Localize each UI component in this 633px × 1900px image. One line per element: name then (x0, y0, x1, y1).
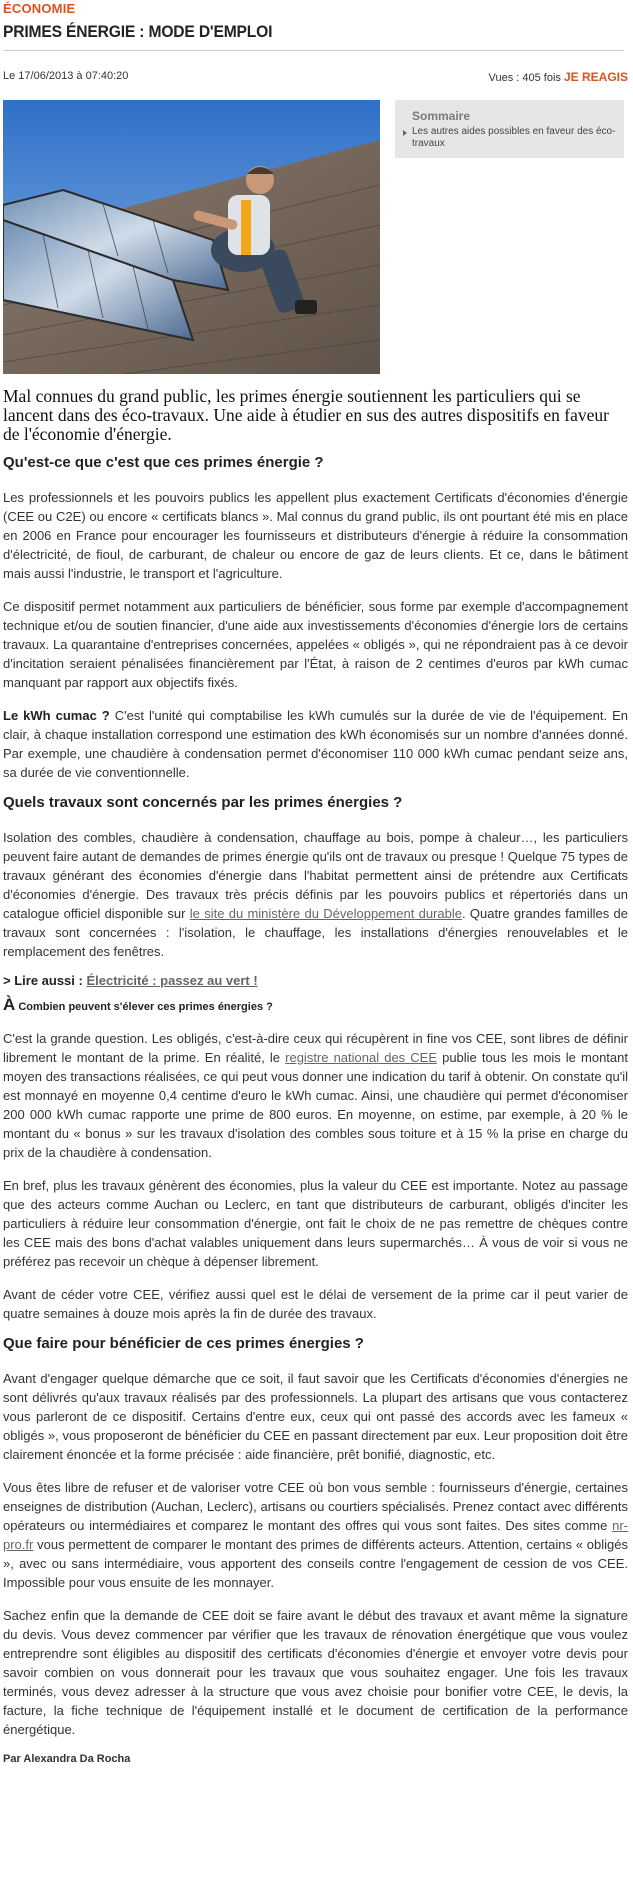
paragraph-text: Isolation des combles, chaudière à condensation, chauffage au bois, pompe à chaleur…, les particuliers peuvent faire autant de demandes de primes énergie qu'ils ont de travaux ou presque ! Quelque 75 types de travaux générant des économies d'énergie dans l'habitat permettent ainsi de prétendre aux Certificats d'économies d'énergie. Des travaux très précis définis par les pouvoirs publics et répertoriés dans un catalogue officiel disponible sur (3, 830, 628, 921)
article-meta (3, 70, 628, 84)
section-heading-2: Quels travaux sont concernés par les primes énergies ? (3, 794, 403, 811)
ministere-link[interactable]: le site du ministère du Développement durable (189, 906, 462, 921)
paragraph: En bref, plus les travaux génèrent des économies, plus la valeur du CEE est importante. Notez au passage que des acteurs comme Auchan ou Leclerc, en tant que distributeurs de carburant, obligés d'inciter les particuliers à réduire leur consommation d'énergie, ont fait le choix de ne pas remettre de chèques contre les CEE mais des bons d'achat valables uniquement dans leurs supermarchés… À vous de voir si vous ne préférez pas recevoir un chèque à dépenser librement. (3, 1178, 628, 1269)
paragraph-text: C'est la grande question. Les obligés, c'est-à-dire ceux qui récupèrent in fine vos CEE, sont libres de définir librement le montant de la prime. En réalité, le (3, 1031, 628, 1065)
article-lead: Mal connues du grand public, les primes énergie soutiennent les particuliers qui se lancent dans des éco-travaux. Une aide à étudier en sus des autres dispositifs en faveur de l'économie d'énergie. (3, 386, 609, 444)
author-byline: Par Alexandra Da Rocha (3, 1753, 131, 1765)
views-count: Vues : 405 fois (488, 72, 561, 84)
article (3, 0, 628, 1765)
paragraph: Avant de céder votre CEE, vérifiez aussi quel est le délai de versement de la prime car il peut varier de quatre semaines à douze mois après la fin de durée des travaux. (3, 1287, 628, 1321)
kwh-cumac-label: Le kWh cumac ? (3, 708, 110, 723)
paragraph-text: . Quatre grandes familles de travaux sont concernées : l'isolation, le chauffage, les installations d'énergies renouvelables et le remplacement des fenêtres. (3, 906, 628, 959)
paragraph-text: Vous êtes libre de refuser et de valoriser votre CEE où bon vous semble : fournisseurs d'énergie, certaines enseignes de distribution (Auchan, Leclerc), artisans ou courtiers spécialisés. Prenez contact avec différents opérateurs ou intermédiaires et comparez le montant des offres qui vous sont faites. Des sites comme (3, 1480, 628, 1533)
article-title: PRIMES ÉNERGIE : MODE D'EMPLOI (3, 22, 273, 41)
react-link[interactable]: JE REAGIS (563, 70, 628, 84)
paragraph (3, 706, 628, 782)
read-also-label: > Lire aussi : (3, 973, 87, 988)
sommaire-item[interactable]: Les autres aides possibles en faveur des éco-travaux (412, 126, 616, 149)
paragraph: Avant d'engager quelque démarche que ce soit, il faut savoir que les Certificats d'économies d'énergies ne sont délivrés qu'aux travaux réalisés par des professionnels. La plupart des artisans que vous contacterez vous parleront de ce dispositif. Certains d'entre eux, ceux qui ont passé des accords avec les fameux « obligés », vous proposeront de bénéficier du CEE en passant directement par eux. Leur proposition doit être clairement énoncée et la forme précisée : aide financière, prêt bonifié, diagnostic, etc. (3, 1371, 628, 1462)
paragraph (3, 828, 628, 961)
views-block (489, 70, 628, 84)
subheading-text: Combien peuvent s'élever ces primes énergies ? (15, 1001, 273, 1013)
header-media (3, 100, 628, 375)
paragraph: Sachez enfin que la demande de CEE doit se faire avant le début des travaux et avant même la signature du devis. Vous devez commencer par vérifier que les travaux de rénovation énergétique que vous voulez entreprendre sont éligibles au dispositif des certificats d'économies d'énergie et envoyer votre devis pour savoir combien on vous donnerait pour les travaux que vous souhaitez engager. Une fois les travaux terminés, vous devez adresser à la structure que vous avez choisie pour bonifier votre CEE, le devis, la facture, la fiche technique de l'équipement installé et le document de certification de la performance énergétique. (3, 1608, 628, 1737)
sommaire-heading: Sommaire (412, 109, 471, 123)
registre-link[interactable]: registre national des CEE (285, 1050, 437, 1065)
subheading (3, 995, 628, 1015)
article-photo (3, 100, 380, 374)
section-heading-1: Qu'est-ce que c'est que ces primes énergie ? (3, 454, 324, 471)
paragraph (3, 1029, 628, 1162)
paragraph: Ce dispositif permet notamment aux particuliers de bénéficier, sous forme par exemple d'accompagnement technique et/ou de soutien financier, d'une aide aux investissements d'économies d'énergie lors de certains travaux. La quarantaine d'entreprises concernées, appelées « obligés », qui ne répondraient pas à ce devoir d'incitation seraient pénalisées financièrement par l'État, à raison de 2 centimes d'euros par kWh cumac manquant par rapport aux objectifs fixés. (3, 599, 628, 690)
paragraph-text: C'est l'unité qui comptabilise les kWh cumulés sur la durée de vie de l'équipement. En clair, à chaque installation correspond une estimation des kWh économisés sur un nombre d'années donné. Par exemple, une chaudière à condensation permet d'économiser 110 000 kWh cumac pendant seize ans, sa durée de vie conventionnelle. (3, 708, 629, 780)
title-divider (3, 50, 624, 51)
paragraph-text: vous permettent de comparer le montant des primes de différents acteurs. Attention, certains « obligés », avec ou sans intermédiaire, vous apportent des conseils contre l'engagement de cession de vos CEE. Impossible pour vous ensuite de les monnayer. (3, 1537, 628, 1590)
rubric-label[interactable]: ÉCONOMIE (3, 1, 76, 16)
solar-roof-image (3, 100, 380, 374)
read-also-link[interactable]: Électricité : passez au vert ! (86, 973, 258, 988)
read-also (3, 973, 628, 988)
subheading-initial: À (3, 995, 16, 1014)
paragraph-text: publie tous les mois le montant moyen des transactions réalisées, ce qui peut vous donner une indication du tarif à obtenir. On constate qu'il est monnayé en moyenne 0,4 centime d'euro le kWh cumac. Ainsi, une chaudière qui permet d'économiser 200 000 kWh cumac rapporte une prime de 800 euros. En moyenne, on estime, par exemple, à 20 % le montant du « bonus » sur les travaux d'isolation des combles sous toiture et à 15 % la prise en charge du prix de la chaudière à condensation. (3, 1050, 628, 1160)
section-heading-3: Que faire pour bénéficier de ces primes énergies ? (3, 1335, 364, 1352)
paragraph: Les professionnels et les pouvoirs publics les appellent plus exactement Certificats d'économies d'énergie (CEE ou C2E) ou encore « certificats blancs ». Mal connus du grand public, ils ont pourtant été mis en place en 2006 en France pour encourager les fournisseurs et distributeurs d'énergie à réduire la consommation d'électricité, de fioul, de carburant, de chaleur ou encore de gaz de leurs clients. Et ce, dans le bâtiment mais aussi l'industrie, le transport et l'agriculture. (3, 490, 628, 581)
paragraph (3, 1478, 628, 1592)
nr-pro-link[interactable]: nr-pro.fr (3, 1518, 628, 1552)
sommaire-box (395, 100, 624, 158)
publish-date: Le 17/06/2013 à 07:40:20 (3, 70, 129, 82)
